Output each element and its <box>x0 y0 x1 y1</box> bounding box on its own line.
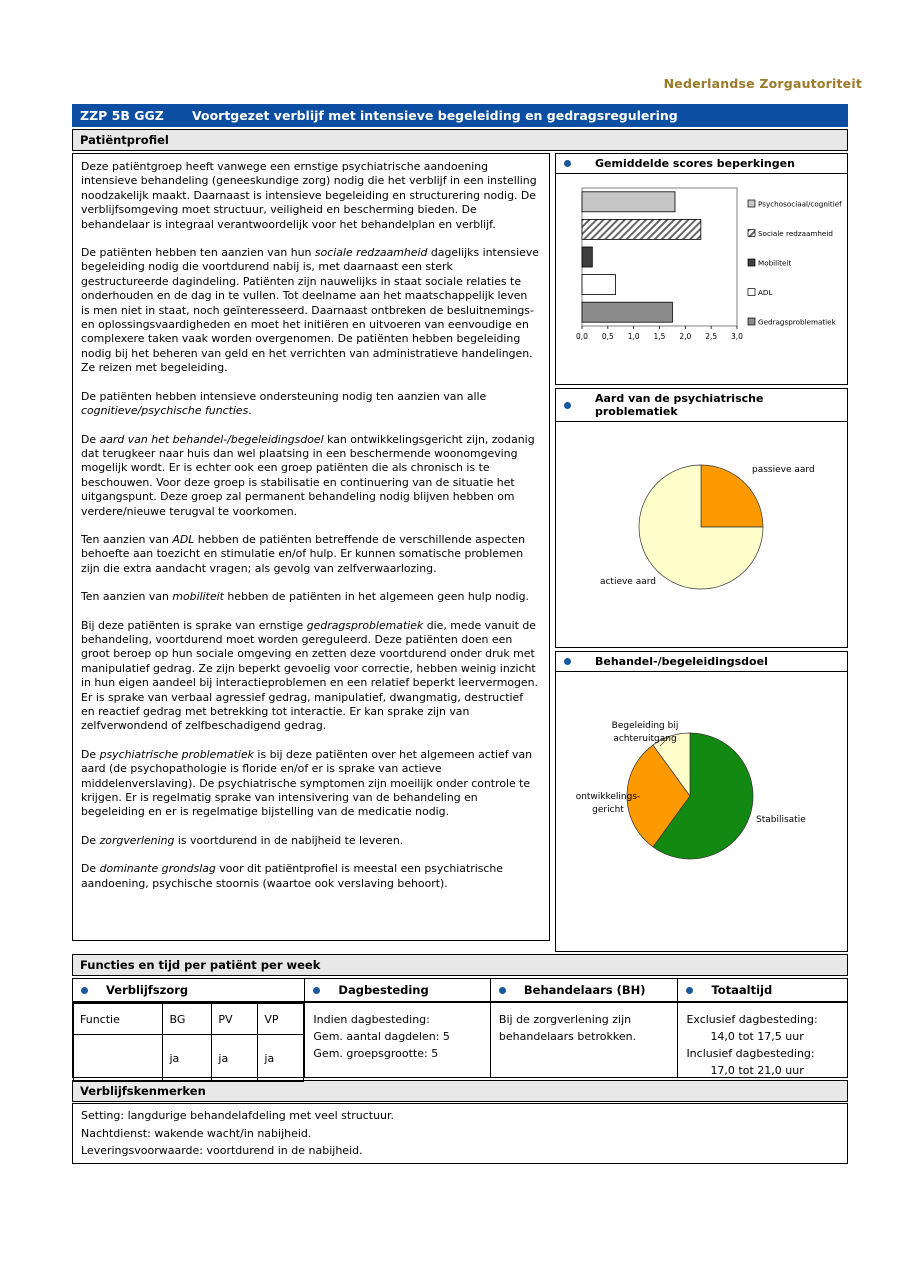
table-cell: ja <box>212 1035 258 1082</box>
table-cell: VP <box>258 1004 304 1035</box>
chart-column <box>555 153 848 952</box>
behandelaars-body <box>491 1003 678 1077</box>
column-label-behandelaars: Behandelaars (BH) <box>523 983 646 997</box>
dagbesteding-body <box>305 1003 490 1077</box>
text-line: Gem. aantal dagdelen: 5 <box>313 1030 450 1043</box>
paragraph: De patiënten hebben intensieve ondersteuning nodig ten aanzien van alle cognitieve/psychische functies. <box>81 389 487 418</box>
text-line: Exclusief dagbesteding: <box>686 1013 818 1026</box>
bullet-icon <box>81 987 88 994</box>
main-row <box>72 153 848 952</box>
document-content <box>72 104 848 1164</box>
chart-header-doel <box>556 652 847 672</box>
pie-chart-doel <box>556 672 847 951</box>
paragraph: De patiënten hebben ten aanzien van hun sociale redzaamheid dagelijks intensieve begeleiding nodig die voortdurend nabij is, met daarnaast een sterk gestructureerde dagindeling. Patiënten zijn nauwelijks in staat sociale relaties te onderhouden en de dag in te vullen. Tot deelname aan het maatschappelijk leven is men niet in staat, noch geïnteresseerd. Daarnaast ontbreken de besluitnemings- en oplossingsvaardigheden en moet het initiëren en uitvoeren van eenvoudige en complexere taken vaak worden overgenomen. De patiënten hebben begeleiding nodig bij het beheren van geld en het verrichten van administratieve handelingen. Ze reizen met begeleiding. <box>81 246 539 375</box>
column-label-verblijfszorg: Verblijfszorg <box>106 983 189 997</box>
table-row <box>74 1004 304 1035</box>
column-label-dagbesteding: Dagbesteding <box>338 983 429 997</box>
svg-text:Psychosociaal/cognitief: Psychosociaal/cognitief <box>758 199 842 209</box>
verblijfszorg-body <box>73 1003 304 1077</box>
svg-text:0,0: 0,0 <box>576 332 588 341</box>
chart-title-doel: Behandel-/begeleidingsdoel <box>595 655 768 668</box>
bullet-icon <box>686 987 693 994</box>
text-line: Leveringsvoorwaarde: voortdurend in de nabijheid. <box>81 1144 363 1157</box>
paragraph: De psychiatrische problematiek is bij deze patiënten over het algemeen actief van aard (de psychopathologie is floride en/of er is sprake van actieve middelenverslaving). De psychiatrische symptomen zijn moeilijk onder controle te krijgen. Er is regelmatig sprake van intensivering van de behandeling en begeleiding en er is regelmatige bijstelling van de medicatie nodig. <box>81 747 533 819</box>
svg-text:passieve aard: passieve aard <box>752 465 815 475</box>
brand-logo-text: Nederlandse Zorgautoriteit <box>663 76 862 91</box>
bullet-icon <box>499 987 506 994</box>
verblijfszorg-subtable <box>73 1003 304 1082</box>
paragraph: De aard van het behandel-/begeleidingsdoel kan ontwikkelingsgericht zijn, zodanig dat terugkeer naar huis dan wel plaatsing in een beschermende woonomgeving mogelijk wordt. Er is echter ook een groep patiënten die als chronisch is te beschouwen. Voor deze groep is stabilisatie en continuering van de situatie het uitgangspunt. Deze groep zal permanent behandeling nodig blijven hebben om verdere/nieuwe terugval te voorkomen. <box>81 432 535 518</box>
column-behandelaars <box>491 979 679 1077</box>
svg-text:3,0: 3,0 <box>731 332 743 341</box>
chart-title-scores: Gemiddelde scores beperkingen <box>595 157 795 170</box>
pie-chart-2-svg <box>556 672 847 951</box>
bar-chart-svg <box>556 174 847 384</box>
table-cell: ja <box>163 1035 212 1082</box>
paragraph: De zorgverlening is voortdurend in de nabijheid te leveren. <box>81 833 404 847</box>
patient-profile-text <box>72 153 550 941</box>
svg-text:ontwikkelings-gericht: ontwikkelings-gericht <box>575 792 641 815</box>
chart-header-scores <box>556 154 847 174</box>
functies-table <box>72 978 848 1078</box>
svg-text:2,0: 2,0 <box>679 332 692 341</box>
svg-text:2,5: 2,5 <box>705 332 718 341</box>
section-header-verblijfskenmerken: Verblijfskenmerken <box>72 1080 848 1102</box>
paragraph: Deze patiëntgroep heeft vanwege een ernstige psychiatrische aandoening intensieve behandeling (geneeskundige zorg) nodig die het verblijf in een instelling noodzakelijk maakt. Daarnaast is intensieve begeleiding en structurering nodig. De verblijfsomgeving moet structuur, veiligheid en bescherming bieden. De behandelaar is integraal verantwoordelijk voor het behandelplan en verblijf. <box>81 160 537 231</box>
table-row <box>74 1035 304 1082</box>
svg-text:Begeleiding bijachteruitgang: Begeleiding bij achteruitgang <box>611 721 679 744</box>
text-line: 17,0 tot 21,0 uur <box>710 1064 804 1077</box>
svg-text:Mobiliteit: Mobiliteit <box>758 258 792 268</box>
column-label-totaaltijd: Totaaltijd <box>711 983 773 997</box>
column-dagbesteding <box>305 979 491 1077</box>
column-header-totaaltijd <box>678 979 847 1003</box>
page-title: Voortgezet verblijf met intensieve begeleiding en gedragsregulering <box>192 108 678 123</box>
table-cell: BG <box>163 1004 212 1035</box>
text-line: Inclusief dagbesteding: <box>686 1047 815 1060</box>
text-line: Indien dagbesteding: <box>313 1013 430 1026</box>
paragraph: Bij deze patiënten is sprake van ernstige gedragsproblematiek die, mede vanuit de behandeling, voortdurend moet worden gereguleerd. Deze patiënten doen een groot beroep op hun sociale omgeving en zetten deze voortdurend onder druk met manipulatief gedrag. Ze zijn beperkt gevoelig voor correctie, hebben weinig inzicht in hun eigen aandeel bij interactieproblemen en een relatief beperkt leervermogen. Er is sprake van verbaal agressief gedrag, manipulatief, dwangmatig, destructief en reactief gedrag met betrekking tot interactie. Er kan sprake zijn van zelfverwondend of zelfbeschadigend gedrag. <box>81 618 538 733</box>
text-line: Setting: langdurige behandelafdeling met veel structuur. <box>81 1109 395 1122</box>
text-line: 14,0 tot 17,5 uur <box>710 1030 804 1043</box>
column-header-verblijfszorg <box>73 979 304 1003</box>
svg-text:Stabilisatie: Stabilisatie <box>756 815 806 825</box>
paragraph: Ten aanzien van mobiliteit hebben de patiënten in het algemeen geen hulp nodig. <box>81 590 529 604</box>
chart-box-doel <box>555 651 848 952</box>
bullet-icon <box>564 658 571 665</box>
title-bar <box>72 104 848 127</box>
table-cell <box>74 1035 163 1082</box>
pie-chart-1-svg <box>556 422 847 647</box>
verblijfskenmerken-box <box>72 1103 848 1164</box>
bullet-icon <box>313 987 320 994</box>
text-line: Bij de zorgverlening zijn behandelaars betrokken. <box>498 1013 637 1043</box>
svg-text:Gedragsproblematiek: Gedragsproblematiek <box>758 317 836 327</box>
column-header-behandelaars <box>491 979 678 1003</box>
section-header-functies: Functies en tijd per patiënt per week <box>72 954 848 976</box>
table-cell: PV <box>212 1004 258 1035</box>
column-header-dagbesteding <box>305 979 490 1003</box>
bullet-icon <box>564 160 571 167</box>
bar-chart <box>556 174 847 384</box>
table-cell: ja <box>258 1035 304 1082</box>
paragraph: De dominante grondslag voor dit patiëntprofiel is meestal een psychiatrische aandoening, psychische stoornis (waartoe ook verslaving behoort). <box>81 862 504 890</box>
chart-box-scores <box>555 153 848 385</box>
svg-text:actieve aard: actieve aard <box>599 577 656 587</box>
table-cell: Functie <box>74 1004 163 1035</box>
svg-text:1,0: 1,0 <box>627 332 640 341</box>
totaaltijd-body <box>678 1003 847 1077</box>
section-header-patientprofiel: Patiëntprofiel <box>72 129 848 151</box>
svg-text:0,5: 0,5 <box>601 332 614 341</box>
paragraph: Ten aanzien van ADL hebben de patiënten betreffende de verschillende aspecten behoefte aan toezicht en stimulatie en/of hulp. Er kunnen somatische problemen zijn die extra aandacht vragen; als gevolg van zelfverwaarlozing. <box>81 532 526 575</box>
svg-text:1,5: 1,5 <box>653 332 666 341</box>
text-line: Nachtdienst: wakende wacht/in nabijheid. <box>81 1126 312 1140</box>
column-verblijfszorg <box>73 979 305 1077</box>
chart-header-aard <box>556 389 847 422</box>
column-totaaltijd <box>678 979 847 1077</box>
svg-text:Sociale redzaamheid: Sociale redzaamheid <box>758 229 833 238</box>
chart-box-aard <box>555 388 848 648</box>
pie-chart-aard <box>556 422 847 647</box>
chart-title-aard: Aard van de psychiatrische problematiek <box>595 392 764 418</box>
bullet-icon <box>564 402 571 409</box>
svg-text:ADL: ADL <box>758 288 773 297</box>
zzp-code: ZZP 5B GGZ <box>80 108 164 123</box>
text-line: Gem. groepsgrootte: 5 <box>313 1047 439 1060</box>
